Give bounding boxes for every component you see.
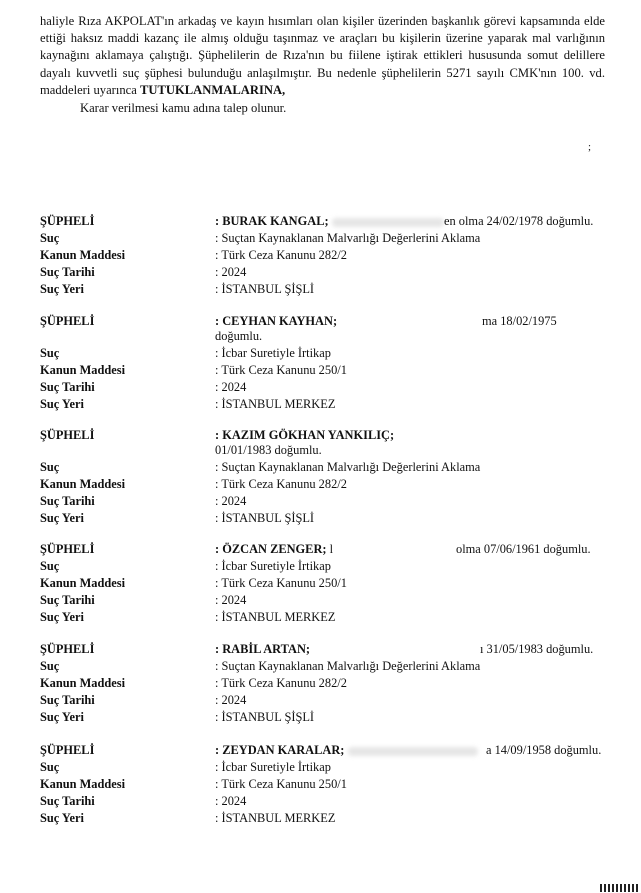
- date-label: Suç Tarihi: [40, 494, 95, 508]
- place-label: Suç Yeri: [40, 710, 84, 724]
- suspect-label: ŞÜPHELİ: [40, 314, 95, 328]
- intro-section: [40, 13, 605, 117]
- intro-text: haliyle Rıza AKPOLAT'ın arkadaş ve kayın hısımları olan kişiler üzerinden başkanlık görevi kapsamında elde ettiği haksız maddi kazanç ile almış olduğu taşınmaz ve araçları bu kişilerin üzerine yaparak mal varlığının kaynağını aklamaya çalıştığı. Şüphelilerin de Rıza'nın bu fiilene iştirak ettikleri hususunda somut delillere dayalı kuvvetli suç şüphesi bulunduğu anlaşılmıştır. Bu nedenle şüphelilerin 5271 sayılı CMK'nın 100. vd. maddeleri uyarınca: [40, 14, 605, 97]
- date-label: Suç Tarihi: [40, 265, 95, 279]
- suspect-label: ŞÜPHELİ: [40, 428, 95, 442]
- date-label: Suç Tarihi: [40, 693, 95, 707]
- suspect-name-line: [215, 541, 333, 557]
- qr-code-icon: [600, 884, 638, 892]
- suspect-name: : BURAK KANGAL;: [215, 214, 329, 228]
- suspect-label: ŞÜPHELİ: [40, 743, 95, 757]
- place-label: Suç Yeri: [40, 282, 84, 296]
- place-label: Suç Yeri: [40, 610, 84, 624]
- place-label: Suç Yeri: [40, 811, 84, 825]
- place-value: : İSTANBUL ŞİŞLİ: [215, 282, 315, 296]
- place-value: : İSTANBUL ŞİŞLİ: [215, 710, 315, 724]
- law-value: : Türk Ceza Kanunu 250/1: [215, 363, 347, 377]
- suspect-name: : ZEYDAN KARALAR;: [215, 743, 345, 757]
- place-label: Suç Yeri: [40, 397, 84, 411]
- place-value: : İSTANBUL ŞİŞLİ: [215, 511, 315, 525]
- suspect-birth: a 14/09/1958 doğumlu.: [486, 743, 602, 757]
- law-label: Kanun Maddesi: [40, 477, 126, 491]
- suspect-name: : ÖZCAN ZENGER;: [215, 542, 327, 556]
- suspect-birth: ma 18/02/1975: [482, 314, 557, 328]
- law-value: : Türk Ceza Kanunu 250/1: [215, 576, 347, 590]
- law-value: : Türk Ceza Kanunu 282/2: [215, 676, 347, 690]
- suspect-birth: ı 31/05/1983 doğumlu.: [480, 642, 594, 656]
- date-value: : 2024: [215, 494, 247, 508]
- law-label: Kanun Maddesi: [40, 777, 126, 791]
- suspect-name-line: [215, 313, 337, 329]
- crime-label: Suç: [40, 760, 60, 774]
- suspect-birth: en olma 24/02/1978 doğumlu.: [444, 214, 594, 228]
- crime-label: Suç: [40, 559, 60, 573]
- law-label: Kanun Maddesi: [40, 576, 126, 590]
- law-label: Kanun Maddesi: [40, 363, 126, 377]
- law-label: Kanun Maddesi: [40, 248, 126, 262]
- suspect-name-tail: l: [329, 542, 334, 556]
- redaction: [348, 747, 478, 756]
- law-value: : Türk Ceza Kanunu 282/2: [215, 248, 347, 262]
- crime-value: : İcbar Suretiyle İrtikap: [215, 559, 331, 573]
- crime-value: : İcbar Suretiyle İrtikap: [215, 760, 331, 774]
- suspect-birth: olma 07/06/1961 doğumlu.: [456, 542, 591, 556]
- crime-value: : Suçtan Kaynaklanan Malvarlığı Değerlerini Aklama: [215, 659, 481, 673]
- intro-paragraph: [40, 13, 605, 99]
- crime-value: : İcbar Suretiyle İrtikap: [215, 346, 331, 360]
- crime-value: : Suçtan Kaynaklanan Malvarlığı Değerlerini Aklama: [215, 231, 481, 245]
- suspect-name: : RABİL ARTAN;: [215, 642, 311, 656]
- suspect-name: : CEYHAN KAYHAN;: [215, 314, 338, 328]
- suspect-label: ŞÜPHELİ: [40, 642, 95, 656]
- crime-value: : Suçtan Kaynaklanan Malvarlığı Değerlerini Aklama: [215, 460, 481, 474]
- suspect-birth-cont: 01/01/1983 doğumlu.: [215, 443, 322, 457]
- suspect-name-line: [215, 213, 444, 229]
- date-value: : 2024: [215, 265, 247, 279]
- suspect-name-line: [215, 641, 310, 657]
- law-value: : Türk Ceza Kanunu 250/1: [215, 777, 347, 791]
- margin-mark: ;: [588, 141, 592, 153]
- date-value: : 2024: [215, 593, 247, 607]
- suspect-label: ŞÜPHELİ: [40, 214, 95, 228]
- date-label: Suç Tarihi: [40, 794, 95, 808]
- place-value: : İSTANBUL MERKEZ: [215, 811, 336, 825]
- date-value: : 2024: [215, 693, 247, 707]
- date-value: : 2024: [215, 794, 247, 808]
- place-value: : İSTANBUL MERKEZ: [215, 397, 336, 411]
- crime-label: Suç: [40, 231, 60, 245]
- date-label: Suç Tarihi: [40, 380, 95, 394]
- place-value: : İSTANBUL MERKEZ: [215, 610, 336, 624]
- suspect-name-line: [215, 427, 394, 443]
- date-value: : 2024: [215, 380, 247, 394]
- suspect-name: : KAZIM GÖKHAN YANKILIÇ;: [215, 428, 395, 442]
- crime-label: Suç: [40, 346, 60, 360]
- intro-emphasis: TUTUKLANMALARINA,: [140, 82, 286, 97]
- law-label: Kanun Maddesi: [40, 676, 126, 690]
- crime-label: Suç: [40, 659, 60, 673]
- place-label: Suç Yeri: [40, 511, 84, 525]
- suspect-birth-cont: doğumlu.: [215, 329, 263, 343]
- suspect-label: ŞÜPHELİ: [40, 542, 95, 556]
- date-label: Suç Tarihi: [40, 593, 95, 607]
- crime-label: Suç: [40, 460, 60, 474]
- suspect-name-line: [215, 742, 478, 758]
- redaction: [332, 218, 444, 227]
- law-value: : Türk Ceza Kanunu 282/2: [215, 477, 347, 491]
- request-line: Karar verilmesi kamu adına talep olunur.: [80, 101, 287, 116]
